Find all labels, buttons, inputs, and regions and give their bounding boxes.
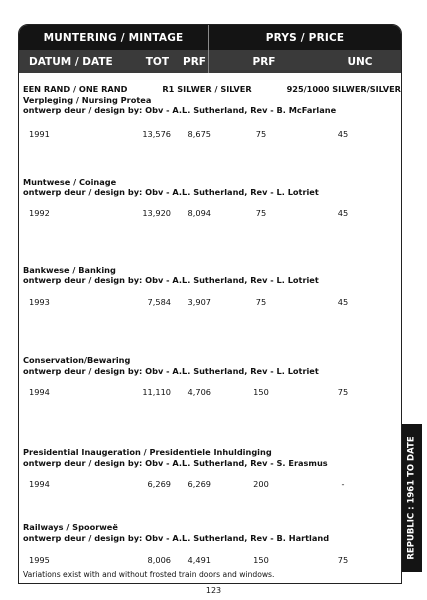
entry-design: ontwerp deur / design by: Obv - A.L. Sutherland, Rev - B. McFarlane [23,105,337,115]
table-row [19,297,401,308]
proof-price: 200 [253,479,269,489]
unc-price: 45 [337,208,349,218]
total-mintage: 13,920 [142,208,171,218]
unc-price: 45 [337,129,349,139]
proof-price: 75 [255,297,267,307]
proof-mintage: 8,094 [187,208,211,218]
catalog-table [18,24,402,584]
entry-title: Bankwese / Banking [23,265,116,275]
proof-mintage-column-header: PRF [173,50,209,73]
proof-price-column-header: PRF [252,55,276,68]
year: 1994 [29,387,50,397]
entry-design: ontwerp deur / design by: Obv - A.L. Sutherland, Rev - L. Lotriet [23,275,319,285]
table-row [19,555,401,566]
proof-mintage: 6,269 [187,479,211,489]
mintage-header: MUNTERING / MINTAGE [19,25,209,50]
entry-design: ontwerp deur / design by: Obv - A.L. Sutherland, Rev - S. Erasmus [23,458,328,468]
unc-price-column-header: UNC [347,55,373,68]
price-header: PRYS / PRICE [265,31,345,44]
unc-price: 75 [337,555,349,565]
table-row [19,208,401,219]
proof-price: 75 [255,208,267,218]
table-row [19,479,401,490]
entry-design: ontwerp deur / design by: Obv - A.L. Sutherland, Rev - B. Hartland [23,533,330,543]
section-tab [402,424,422,572]
header-top-row [19,25,401,50]
entry-title: Muntwese / Coinage [23,177,117,187]
coin-title-left: EEN RAND / ONE RAND [23,84,128,94]
table-row [19,387,401,398]
entry-title: Presidential Inaugeration / Presidentiele Inhuldinging [23,447,272,457]
variation-note: Variations exist with and without frosted train doors and windows. [23,570,275,579]
total-column-header: TOT [145,55,169,68]
proof-price: 75 [255,129,267,139]
total-mintage: 11,110 [142,387,171,397]
proof-mintage: 8,675 [187,129,211,139]
total-mintage: 7,584 [147,297,171,307]
entry-title: Conservation/Bewaring [23,355,131,365]
coin-title [23,84,401,94]
year: 1991 [29,129,50,139]
coin-title-right: 925/1000 SILWER/SILVER [286,84,401,94]
year: 1995 [29,555,50,565]
year: 1993 [29,297,50,307]
entry-title: Verpleging / Nursing Protea [23,95,152,105]
unc-price: 45 [337,297,349,307]
year: 1992 [29,208,50,218]
entry-design: ontwerp deur / design by: Obv - A.L. Sutherland, Rev - L. Lotriet [23,366,319,376]
date-column-header: DATUM / DATE [29,55,113,68]
section-tab-label: REPUBLIC : 1961 TO DATE [407,436,417,560]
proof-price: 150 [253,387,269,397]
page-number: 123 [205,586,222,595]
entry-title: Railways / Spoorweë [23,522,118,532]
table-row [19,129,401,140]
proof-mintage: 4,491 [187,555,211,565]
proof-price: 150 [253,555,269,565]
total-mintage: 13,576 [142,129,171,139]
unc-price: - [341,479,345,489]
total-mintage: 8,006 [147,555,171,565]
proof-mintage: 3,907 [187,297,211,307]
coin-title-mid: R1 SILWER / SILVER [162,84,252,94]
entry-design: ontwerp deur / design by: Obv - A.L. Sutherland, Rev - L. Lotriet [23,187,319,197]
header-columns-row [19,50,401,73]
proof-mintage: 4,706 [187,387,211,397]
total-mintage: 6,269 [147,479,171,489]
unc-price: 75 [337,387,349,397]
year: 1994 [29,479,50,489]
